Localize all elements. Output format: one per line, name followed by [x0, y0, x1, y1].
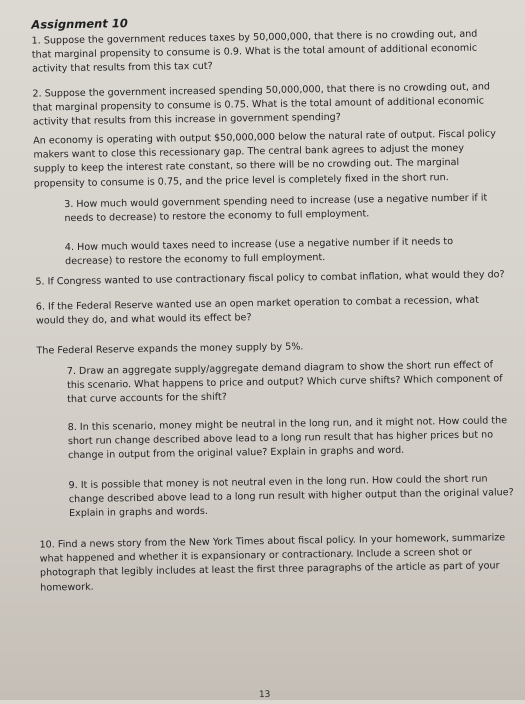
question-7: 7. Draw an aggregate supply/aggregate demand diagram to show the short run effect of this scenario. What happens to price and output? Which curve shifts? Which component of that curve accounts for the shift?	[66, 359, 503, 406]
question-3: 3. How much would government spending need to increase (use a negative number if it needs to decrease) to restore the economy to full employment.	[64, 192, 488, 225]
question-1: 1. Suppose the government reduces taxes by 50,000,000, that there is no crowding out, and that marginal propensity to consume is 0.9. What is the total amount of additional economic activity that results from this tax cut?	[31, 28, 478, 76]
assignment-title: Assignment 10	[31, 16, 128, 32]
scenario-intro-recession: An economy is operating with output $50,000,000 below the natural rate of output. Fiscal policy makers want to close this recessionary gap. The central bank agrees to adjust the money supply to keep the interest rate constant, so there will be no crowding out. The marginal propensity to consume is 0.75, and the price level is completely fixed in the short run.	[33, 128, 496, 190]
question-8: 8. In this scenario, money might be neutral in the long run, and it might not. How could the short run change described above lead to a long run result that has higher prices but no change in output from the original value? Explain in graphs and word.	[67, 415, 508, 462]
question-5: 5. If Congress wanted to use contractionary fiscal policy to combat inflation, what would they do?	[35, 269, 505, 288]
question-9: 9. It is possible that money is not neutral even in the long run. How could the short run change described above lead to a long run result with higher output than the original value? Explain in graphs and words.	[68, 473, 514, 520]
question-6: 6. If the Federal Reserve wanted use an open market operation to combat a recession, what would they do, and what would its effect be?	[35, 294, 479, 327]
question-4: 4. How much would taxes need to increase (use a negative number if it needs to decrease) to restore the economy to full employment.	[64, 236, 454, 268]
question-2: 2. Suppose the government increased spending 50,000,000, that there is no crowding out, and that marginal propensity to consume is 0.75. What is the total amount of additional economic activity that results from this increase in government spending?	[32, 81, 491, 129]
question-10: 10. Find a news story from the New York Times about fiscal policy. In your homework, summarize what happened and whether it is expansionary or contractionary. Include a screen shot or photograph that legibly includes at least the first three paragraphs of the article as part of your homework.	[39, 532, 506, 594]
scenario-intro-money-supply: The Federal Reserve expands the money supply by 5%.	[36, 341, 304, 357]
page-number: 13	[258, 689, 271, 701]
